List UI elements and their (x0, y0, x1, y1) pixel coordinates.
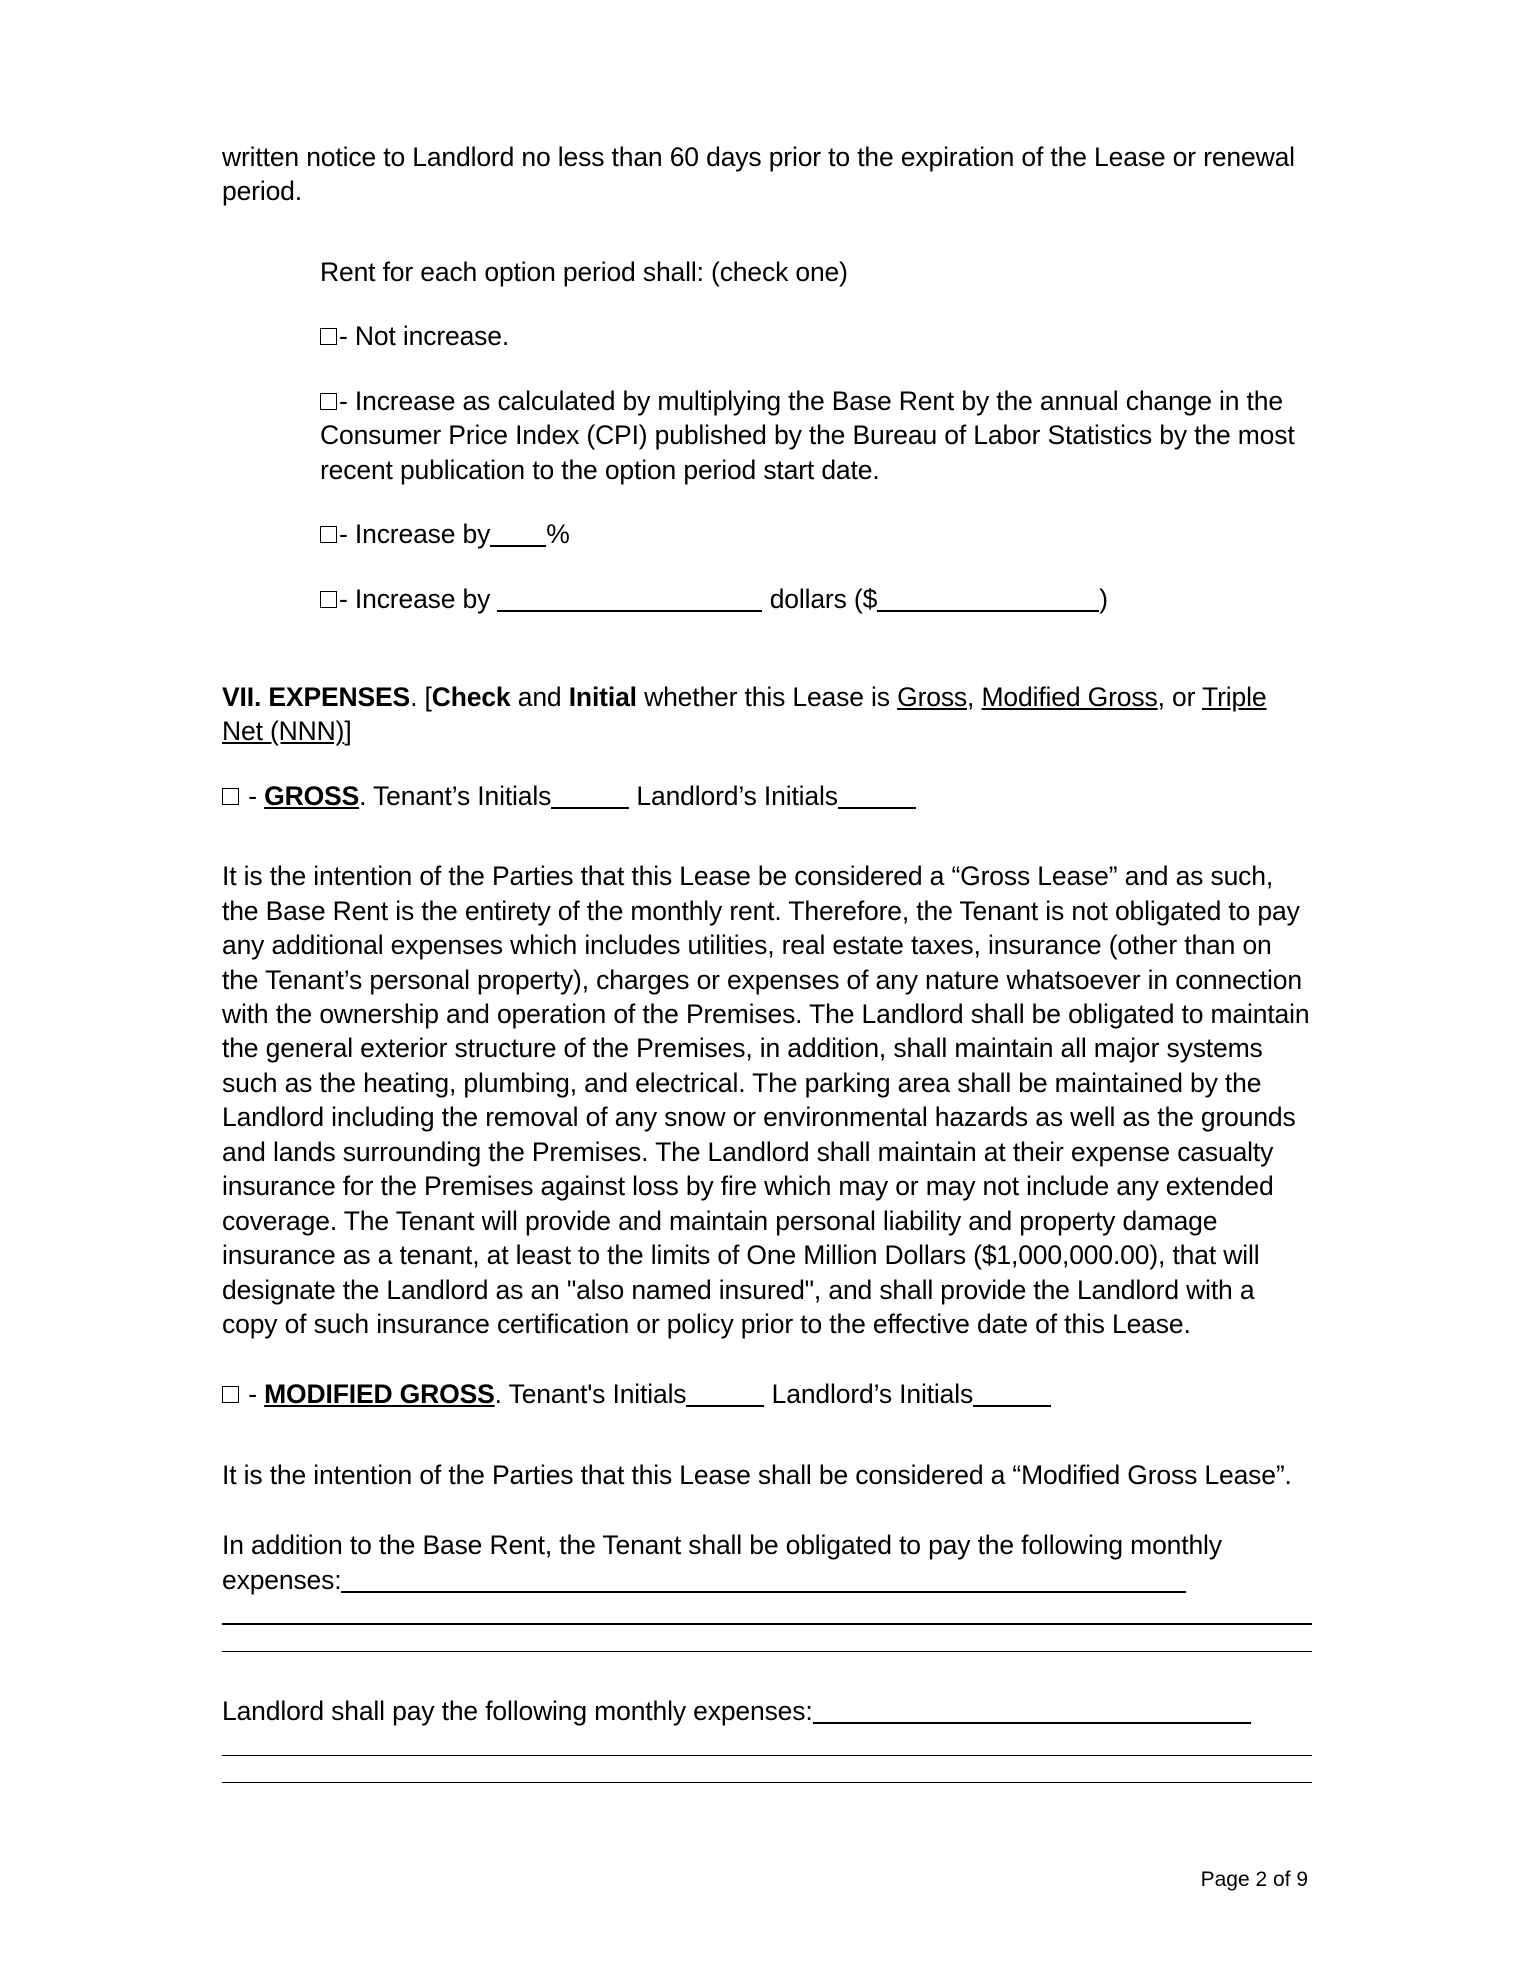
landlord-expenses-field-line-1[interactable] (813, 1722, 1251, 1724)
checkbox-not-increase[interactable] (320, 328, 337, 345)
check-word: Check (431, 681, 511, 712)
option-not-increase (320, 319, 1312, 353)
spacer (222, 1652, 1312, 1694)
option-label-increase-dollars: Increase by (354, 583, 491, 614)
spacer (222, 239, 1312, 255)
lease-type-triple-net: Triple Net (NNN) (222, 681, 1267, 747)
comma-2: , or (1157, 681, 1196, 712)
close-paren: ) (1099, 583, 1108, 614)
page-number-text: Page 2 of 9 (1200, 1868, 1308, 1891)
section-mid-text: whether this Lease is (644, 681, 890, 712)
gross-separator: - (248, 780, 257, 811)
gross-checkbox-line (222, 779, 1312, 813)
landlord-expenses-field-line-2[interactable] (222, 1755, 1312, 1756)
page-content (222, 140, 1312, 1783)
spacer (222, 1442, 1312, 1458)
option-label-not-increase: Not increase. (354, 321, 510, 352)
modified-gross-checkbox-line (222, 1377, 1312, 1411)
landlord-expenses-field-line-3[interactable] (222, 1782, 1312, 1783)
gross-period: . (359, 780, 367, 811)
section-number: VII. (222, 681, 262, 712)
option-separator: - (339, 519, 348, 550)
gross-tenant-initials-label: Tenant’s Initials (373, 780, 552, 811)
gross-landlord-initials-label: Landlord’s Initials (636, 780, 838, 811)
modified-gross-separator: - (248, 1379, 257, 1410)
option-separator: - (339, 321, 348, 352)
lease-type-gross: Gross (897, 681, 968, 712)
checkbox-increase-percent[interactable] (320, 526, 337, 543)
initial-word: Initial (568, 681, 637, 712)
modified-gross-landlord-initials-label: Landlord’s Initials (771, 1379, 974, 1410)
comma-1: , (967, 681, 975, 712)
landlord-expenses-prompt (222, 1694, 1312, 1728)
option-label-increase-cpi: Increase as calculated by multiplying the Base Rent by the annual change in the Consumer Price Index (CPI) published by the Bureau of Labor Statistics by the most recent publication to the option period start date. (320, 385, 1295, 485)
gross-tenant-initials-field[interactable] (551, 807, 629, 809)
checkbox-modified-gross[interactable] (222, 1386, 239, 1403)
option-increase-dollars (320, 582, 1312, 616)
intro-paragraph: written notice to Landlord no less than 60 days prior to the expiration of the Lease or renewal period. (222, 142, 1295, 207)
dollars-text: dollars ($ (769, 583, 878, 614)
checkbox-increase-cpi[interactable] (320, 393, 337, 410)
tenant-expenses-field-line-1[interactable] (341, 1591, 1186, 1593)
and-word: and (517, 681, 562, 712)
dollars-amount-blank-field[interactable] (877, 610, 1099, 612)
tenant-expenses-prompt (222, 1528, 1312, 1597)
dollars-words-blank-field[interactable] (497, 610, 762, 612)
rent-option-prompt: Rent for each option period shall: (check one) (320, 256, 848, 287)
modified-gross-landlord-initials-field[interactable] (973, 1405, 1051, 1407)
spacer (222, 646, 1312, 680)
gross-lease-paragraph: It is the intention of the Parties that this Lease be considered a “Gross Lease” and as such, the Base Rent is the entirety of the monthly rent. Therefore, the Tenant is not obligated to pay any additional expenses which includes utilities, real estate taxes, insurance (other than on the Tenant’s personal property), charges or expenses of any nature whatsoever in connection with the ownership and operation of the Premises. The Landlord shall be obligated to maintain the general exterior structure of the Premises, in addition, shall maintain all major systems such as the heating, plumbing, and electrical. The parking area shall be maintained by the Landlord including the removal of any snow or environmental hazards as well as the grounds and lands surrounding the Premises. The Landlord shall maintain at their expense casualty insurance for the Premises against loss by fire which may or may not include any extended coverage. The Tenant will provide and maintain personal liability and property damage insurance as a tenant, at least to the limits of One Million Dollars ($1,000,000.00), that will designate the Landlord as an "also named insured", and shall provide the Landlord with a copy of such insurance certification or policy prior to the effective date of this Lease. (222, 861, 1310, 1339)
option-separator: - (339, 583, 348, 614)
checkbox-gross[interactable] (222, 788, 239, 805)
bracket-open: [ (424, 681, 432, 712)
tenant-expenses-label: In addition to the Base Rent, the Tenant shall be obligated to pay the following monthly expenses: (222, 1530, 1222, 1595)
section-title: EXPENSES (268, 681, 411, 712)
gross-label: GROSS (264, 780, 360, 811)
percent-symbol: % (546, 519, 570, 550)
checkbox-increase-dollars[interactable] (320, 591, 337, 608)
spacer (222, 843, 1312, 859)
modified-gross-tenant-initials-field[interactable] (686, 1405, 764, 1407)
page-footer (0, 1868, 1530, 1892)
option-separator: - (339, 385, 348, 416)
tenant-expenses-field-line-2[interactable] (222, 1623, 1312, 1625)
modified-gross-period: . (494, 1379, 502, 1410)
modified-gross-label: MODIFIED GROSS (264, 1379, 495, 1410)
section-vii-heading (222, 680, 1312, 749)
lease-type-modified-gross: Modified Gross (981, 681, 1158, 712)
section-period: . (410, 681, 418, 712)
option-increase-cpi (320, 384, 1312, 487)
percent-blank-field[interactable] (490, 545, 546, 547)
gross-landlord-initials-field[interactable] (838, 807, 916, 809)
modified-gross-paragraph: It is the intention of the Parties that this Lease shall be considered a “Modified Gross Lease”. (222, 1459, 1292, 1490)
bracket-close: ] (344, 716, 352, 747)
option-increase-percent (320, 517, 1312, 551)
option-label-increase-percent: Increase by (354, 519, 491, 550)
modified-gross-tenant-initials-label: Tenant's Initials (508, 1379, 687, 1410)
landlord-expenses-label: Landlord shall pay the following monthly expenses: (222, 1696, 813, 1727)
